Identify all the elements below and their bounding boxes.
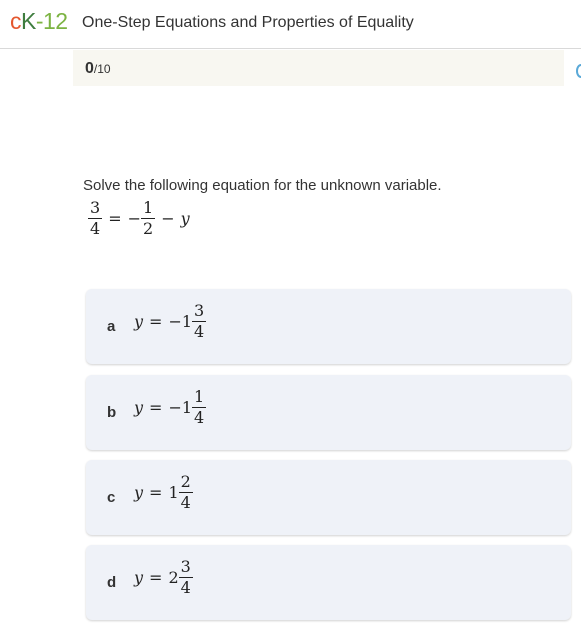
option-variable: y [134, 568, 144, 587]
equals-sign: = [108, 209, 122, 228]
option-denominator: 4 [194, 408, 205, 427]
answer-option-c[interactable] [86, 460, 571, 535]
option-letter: a [107, 318, 116, 335]
option-variable: y [134, 312, 144, 331]
ck12-logo[interactable] [10, 6, 68, 36]
option-numerator: 3 [194, 301, 205, 320]
option-fraction [179, 559, 193, 596]
option-sign: − [168, 312, 182, 331]
option-denominator: 4 [180, 578, 191, 597]
rhs-numerator: 1 [143, 198, 154, 217]
score-counter [85, 60, 111, 78]
option-variable: y [134, 398, 144, 417]
option-numerator: 1 [194, 387, 205, 406]
answer-option-d[interactable] [86, 545, 571, 620]
option-expression [134, 559, 193, 596]
option-numerator: 3 [180, 557, 191, 576]
score-total: /10 [93, 62, 111, 76]
side-panel-edge-icon[interactable] [576, 64, 581, 78]
option-expression [134, 474, 193, 511]
logo-k: K [21, 8, 36, 34]
option-letter: c [107, 489, 116, 506]
option-denominator: 4 [180, 493, 191, 512]
question-equation [88, 200, 190, 237]
option-whole: 1 [168, 483, 179, 502]
option-numerator: 2 [180, 472, 191, 491]
option-expression [134, 303, 206, 340]
page-title: One-Step Equations and Properties of Equality [82, 14, 414, 31]
lhs-numerator: 3 [90, 198, 101, 217]
option-sign: − [168, 398, 182, 417]
rhs-fraction [141, 200, 155, 237]
option-equals: = [149, 568, 163, 587]
option-whole: 1 [181, 312, 193, 331]
top-header [0, 0, 581, 49]
option-letter: b [107, 404, 117, 421]
option-fraction [192, 389, 206, 426]
logo-number: -12 [35, 8, 68, 34]
rhs-denominator: 2 [143, 219, 154, 238]
minus-sign: − [127, 209, 141, 228]
minus-sign-2: − [161, 209, 175, 228]
option-whole: 2 [168, 568, 179, 587]
question-prompt: Solve the following equation for the unknown variable. [83, 177, 442, 194]
option-variable: y [134, 483, 144, 502]
option-equals: = [149, 483, 163, 502]
score-correct: 0 [85, 60, 94, 77]
option-letter: d [107, 574, 117, 591]
option-denominator: 4 [194, 322, 205, 341]
option-whole: 1 [181, 398, 193, 417]
answer-option-a[interactable] [86, 289, 571, 364]
option-expression [134, 389, 206, 426]
option-equals: = [149, 398, 163, 417]
logo-c: c [10, 8, 21, 34]
option-fraction [179, 474, 193, 511]
variable: y [180, 209, 190, 228]
answer-option-b[interactable] [86, 375, 571, 450]
lhs-denominator: 4 [90, 219, 101, 238]
option-fraction [192, 303, 206, 340]
score-bar [73, 50, 564, 86]
lhs-fraction [88, 200, 102, 237]
option-equals: = [149, 312, 163, 331]
